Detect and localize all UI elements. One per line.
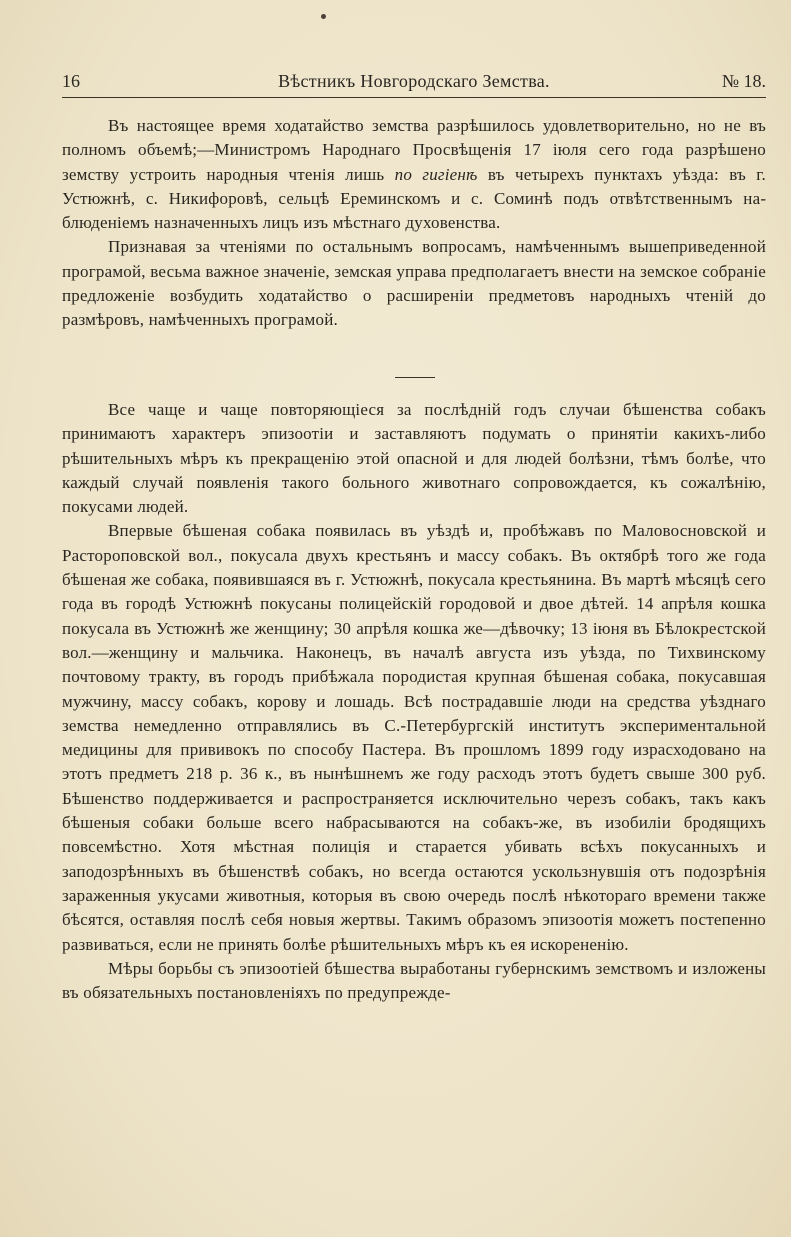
page-number: 16 <box>62 71 80 91</box>
paragraph: Въ настоящее время ходатайство земства разрѣшилось удовлетворительно, но не въ полномъ объемѣ;—Министромъ Народнаго Просвѣщенія 17 іюля сего года разрѣшено земству устроить народныя чтенія лишь по гигіенѣ въ четырехъ пунктахъ уѣзда: въ г. Устюжнѣ, с. Никифоровѣ, сельцѣ Ереминскомъ и с. Соминѣ подъ отвѣтственнымъ наблюденіемъ назначенныхъ лицъ изъ мѣстнаго духовенства. <box>62 116 767 233</box>
section-separator <box>395 377 435 378</box>
paragraph: Впервые бѣшеная собака появилась въ уѣздѣ и, пробѣжавъ по Маловосновской и Растороповской вол., покусала двухъ крестьянъ и массу собакъ. Въ октябрѣ того же года бѣшеная же собака, появившаяся въ г. Устюжнѣ, покусала крестьянина. Въ мартѣ мѣсяцѣ сего года въ городѣ Устюжнѣ покусаны полицейскій городовой и двое дѣтей. 14 апрѣля кошка покусала въ Устюжнѣ же женщину; 30 апрѣля кошка же—дѣвочку; 13 іюня въ Бѣлокрестской вол.—женщину и мальчика. Наконецъ, въ началѣ августа изъ уѣзда, по Тихвинскому почтовому тракту, въ городъ прибѣжала породистая крупная бѣшеная собака, покусавшая мужчину, массу собакъ, корову и лошадь. Всѣ пострадавшіе люди на средства уѣзднаго земства немедленно отправлялись въ С.-Петербургскій институтъ экспериментальной медицины для прививокъ по способу Пастера. Въ прошломъ 1899 году израсходовано на этотъ предметъ 218 р. 36 к., въ нынѣшнемъ же году расходъ этотъ будетъ свыше 300 руб. Бѣшенство поддерживается и распространяется исключительно черезъ собакъ, такъ какъ бѣшеныя собаки больше всего набрасываются на собакъ-же, въ изобиліи бродящихъ повсемѣстно. Хотя мѣстная полиція и старается убивать всѣхъ покусанныхъ и заподозрѣнныхъ въ бѣшенствѣ собакъ, но всегда остаются ускользнувшія отъ подозрѣнія зараженныя укусами животныя, которыя въ свою очередь послѣ нѣкотораго времени также бѣсятся, оставляя послѣ себя новыя жертвы. Такимъ образомъ эпизоотія можетъ постепенно развиваться, если не принять болѣе рѣшительныхъ мѣръ къ ея искорененію. <box>62 521 766 954</box>
section-readings <box>62 114 766 333</box>
issue-number: № 18. <box>721 71 766 91</box>
ink-dot <box>321 14 326 19</box>
journal-title: Вѣстникъ Новгородскаго Земства. <box>278 71 550 91</box>
running-header <box>62 68 766 94</box>
paragraph: Все чаще и чаще повторяющіеся за послѣдній годъ случаи бѣшенства собакъ принимаютъ характеръ эпизоотіи и заставляютъ подумать о принятіи какихъ-либо рѣшительныхъ мѣръ къ прекращенію этой опасной и для людей болѣзни, тѣмъ болѣе, что каждый случай появленія такого больного животнаго сопровождается, къ сожалѣнію, покусами людей. <box>62 400 766 517</box>
emphasis: по гигіенѣ <box>394 164 478 184</box>
paragraph: Признавая за чтеніями по остальнымъ вопросамъ, намѣченнымъ вышеприведенной програмой, весьма важное значеніе, земская управа предполагаетъ внести на земское собраніе предложеніе возбудить ходатайство о расширеніи предметовъ народныхъ чтеній до размѣровъ, намѣченныхъ програмой. <box>62 237 766 330</box>
section-rabies <box>62 398 766 1005</box>
header-rule <box>62 97 766 98</box>
paragraph: Мѣры борьбы съ эпизоотіей бѣшества выработаны губернскимъ земствомъ и изложены въ обязательныхъ постановленіяхъ по предупрежде- <box>62 958 766 1003</box>
